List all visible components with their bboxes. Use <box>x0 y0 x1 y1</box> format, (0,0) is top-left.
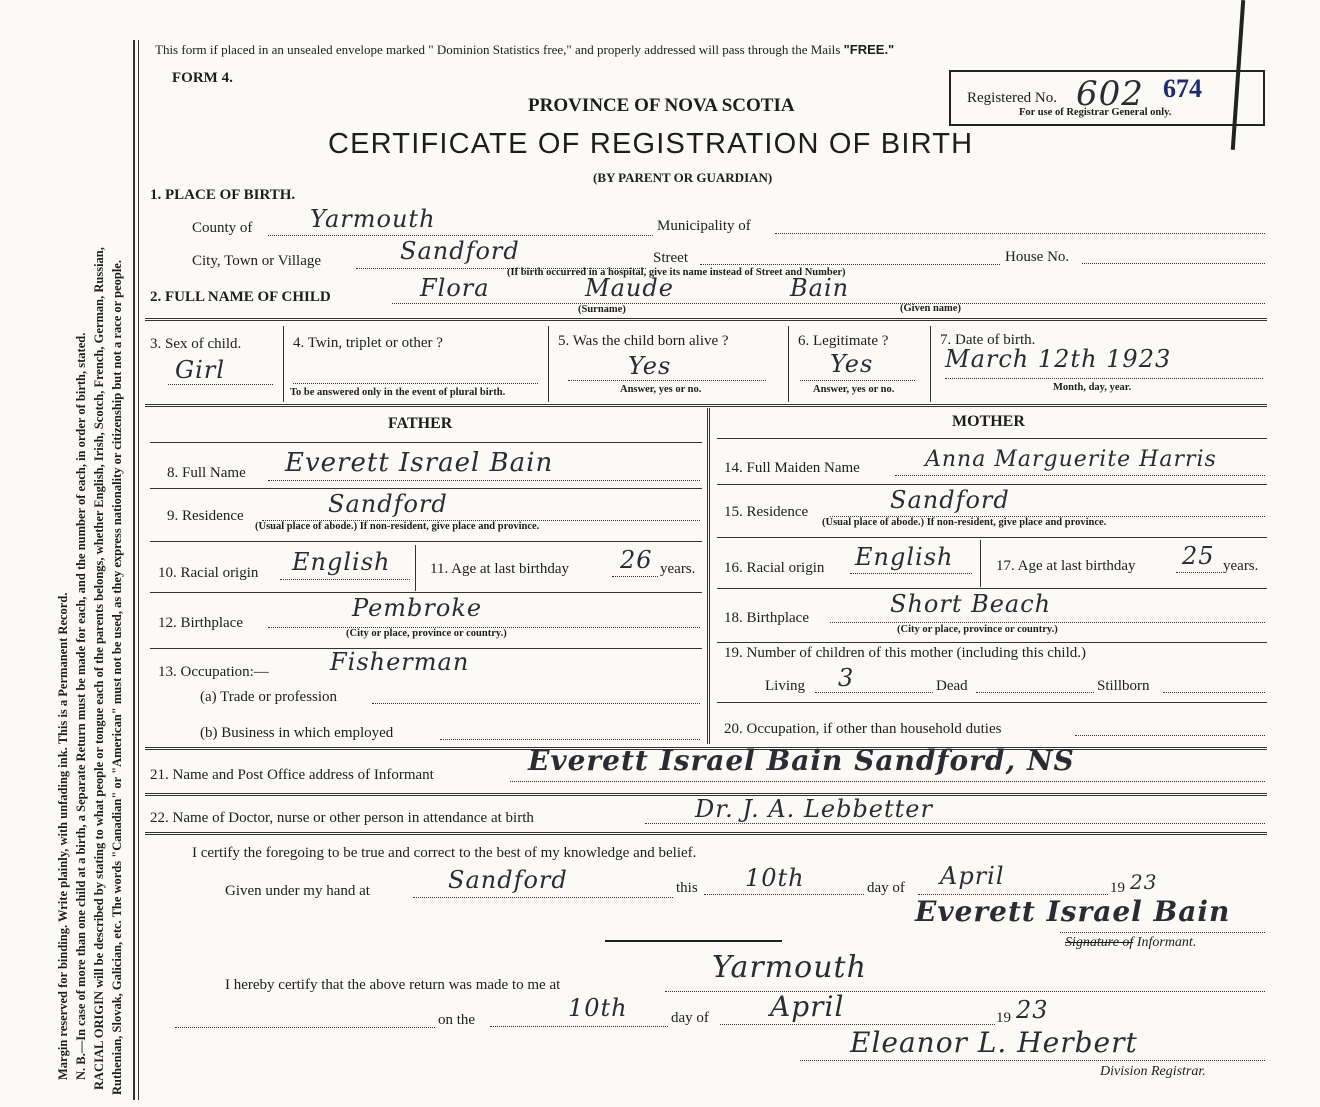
street-line <box>700 264 1000 265</box>
registrar-month: April <box>770 990 845 1023</box>
doctor-value: Dr. J. A. Lebbetter <box>695 795 933 823</box>
father-rule-0 <box>150 442 702 443</box>
county-label: County of <box>192 220 253 236</box>
twin-line <box>293 383 538 384</box>
vrule-a <box>283 326 284 402</box>
mother-bp: Short Beach <box>890 590 1052 618</box>
father-res-note: (Usual place of abode.) If non-resident, give place and province. <box>255 521 540 532</box>
municipality-label: Municipality of <box>657 218 751 234</box>
margin-note-2: N. B.—In case of more than one child at a birth, a Separate Return must be made for each, and the number of each, in order of birth, stated. <box>74 332 88 1080</box>
page-subtitle: (BY PARENT OR GUARDIAN) <box>593 170 773 185</box>
house-label: House No. <box>1005 249 1070 265</box>
father-business-line <box>440 739 700 740</box>
page-title: CERTIFICATE OF REGISTRATION OF BIRTH <box>328 128 974 160</box>
sex-value: Girl <box>175 356 225 384</box>
father-bp: Pembroke <box>352 594 483 622</box>
dob-note: Month, day, year. <box>1053 382 1132 393</box>
sex-label: 3. Sex of child. <box>150 336 242 352</box>
registrar-year: 23 <box>1016 996 1049 1024</box>
signature-line <box>1060 932 1265 933</box>
father-name: Everett Israel Bain <box>285 448 554 478</box>
rule-5 <box>145 832 1267 835</box>
informant-line <box>510 781 1265 782</box>
father-trade-label: (a) Trade or profession <box>200 689 338 705</box>
registrar-day-line <box>490 1026 668 1027</box>
sex-line <box>168 384 273 385</box>
mother-still-label: Stillborn <box>1097 678 1150 694</box>
registrar-day: 10th <box>568 994 628 1022</box>
municipality-line <box>775 233 1265 234</box>
mail-notice <box>155 42 894 58</box>
father-years: years. <box>660 561 696 577</box>
father-res: Sandford <box>328 490 448 518</box>
this-label: this <box>676 880 698 896</box>
child-given: Bain <box>790 274 850 302</box>
year-prefix: 19 <box>1110 880 1125 896</box>
street-note: (If birth occurred in a hospital, give its name instead of Street and Number) <box>507 267 846 278</box>
city-value: Sandford <box>400 237 520 265</box>
father-occ-label: 13. Occupation:— <box>158 664 269 680</box>
alive-note: Answer, yes or no. <box>620 384 702 395</box>
mother-bp-line <box>830 622 1265 623</box>
given-day-line <box>704 894 864 895</box>
mail-notice-text: This form if placed in an unsealed envelope marked " Dominion Statistics free," and properly addressed will pass through the Mails <box>155 42 841 57</box>
child-name-label: 2. FULL NAME OF CHILD <box>150 289 331 305</box>
mother-name: Anna Marguerite Harris <box>925 447 1217 472</box>
county-line <box>268 235 653 236</box>
father-race-label: 10. Racial origin <box>158 565 259 581</box>
mother-race-label: 16. Racial origin <box>724 560 825 576</box>
city-label: City, Town or Village <box>192 253 322 269</box>
registrar-year-prefix: 19 <box>996 1010 1011 1026</box>
mail-free-text: "FREE." <box>843 42 895 57</box>
mother-name-label: 14. Full Maiden Name <box>724 460 860 476</box>
mother-children-label: 19. Number of children of this mother (including this child.) <box>724 645 1087 661</box>
father-age-line <box>612 576 658 577</box>
child-middle: Maude <box>585 274 674 302</box>
mother-rule-5 <box>717 702 1267 703</box>
twin-note: To be answered only in the event of plural birth. <box>290 387 506 398</box>
registrar-day-of: day of <box>671 1010 709 1026</box>
father-age: 26 <box>620 546 653 574</box>
mother-still-line <box>1163 692 1265 693</box>
dob-label: 7. Date of birth. <box>940 332 1036 348</box>
given-label: Given under my hand at <box>225 883 370 899</box>
certify-line: I certify the foregoing to be true and correct to the best of my knowledge and belief. <box>192 845 697 861</box>
child-surname: Flora <box>420 274 490 302</box>
mother-dead-label: Dead <box>936 678 968 694</box>
father-name-line <box>268 480 700 481</box>
registrar-place-line <box>665 991 1265 992</box>
mother-living-line <box>815 692 933 693</box>
registrar-place: Yarmouth <box>712 950 867 985</box>
father-race-line <box>280 579 410 580</box>
rule-1 <box>145 318 1267 321</box>
given-month: April <box>940 862 1005 890</box>
mother-rule-1 <box>717 484 1267 485</box>
given-note: (Given name) <box>900 303 961 314</box>
father-race: English <box>292 548 391 576</box>
given-place-line <box>413 897 673 898</box>
mother-years: years. <box>1223 558 1259 574</box>
registrar-sig-line <box>800 1060 1265 1061</box>
father-occ: Fisherman <box>330 648 470 676</box>
registered-label: Registered No. <box>967 90 1057 106</box>
street-label: Street <box>653 250 688 266</box>
vrule-c <box>788 326 789 402</box>
mother-race: English <box>855 543 954 571</box>
province-heading: PROVINCE OF NOVA SCOTIA <box>528 95 795 116</box>
father-heading: FATHER <box>388 415 453 432</box>
separator <box>605 940 782 942</box>
legit-note: Answer, yes or no. <box>813 384 895 395</box>
registered-stamp: 674 <box>1163 74 1202 103</box>
vrule-d <box>930 326 931 402</box>
mother-race-divider <box>980 540 981 587</box>
father-name-label: 8. Full Name <box>167 465 246 481</box>
informant-signature: Everett Israel Bain <box>915 895 1231 928</box>
margin-note-4: Ruthenian, Slovak, Galician, etc. The words "Canadian" or "American" must not be used, as they express nationality or citizenship but not a race or people. <box>110 260 124 1095</box>
mother-rule-2 <box>717 537 1267 538</box>
father-race-divider <box>415 545 416 591</box>
mother-age-line <box>1176 572 1222 573</box>
rule-2 <box>145 404 1267 407</box>
twin-label: 4. Twin, triplet or other ? <box>293 335 443 351</box>
father-age-label: 11. Age at last birthday <box>430 561 569 577</box>
dob-line <box>945 378 1263 379</box>
mother-living-label: Living <box>765 678 805 694</box>
given-place: Sandford <box>448 866 568 894</box>
registrar-line: I hereby certify that the above return was made to me at <box>225 977 561 993</box>
mother-age-label: 17. Age at last birthday <box>996 558 1136 574</box>
registered-handwritten: 602 <box>1076 74 1144 114</box>
binding-rule-inner <box>138 40 139 1100</box>
doctor-label: 22. Name of Doctor, nurse or other person in attendance at birth <box>150 810 534 826</box>
signature-caption <box>1065 935 1196 951</box>
registrar-title: Division Registrar. <box>1100 1064 1206 1079</box>
form-number: FORM 4. <box>172 70 233 86</box>
father-rule-2 <box>150 541 702 542</box>
given-day: 10th <box>745 864 805 892</box>
alive-line <box>568 380 766 381</box>
alive-label: 5. Was the child born alive ? <box>558 333 729 349</box>
legit-value: Yes <box>830 350 874 378</box>
informant-label: 21. Name and Post Office address of Informant <box>150 767 434 783</box>
legit-label: 6. Legitimate ? <box>798 333 889 349</box>
registration-box <box>949 70 1265 126</box>
signature-caption-informant: Informant. <box>1136 935 1197 950</box>
mother-name-line <box>895 475 1265 476</box>
mother-heading: MOTHER <box>952 413 1025 430</box>
mother-occ-label: 20. Occupation, if other than household duties <box>724 721 1002 737</box>
alive-value: Yes <box>628 352 672 380</box>
registrar-note: For use of Registrar General only. <box>1019 107 1172 118</box>
mother-res-label: 15. Residence <box>724 504 809 520</box>
legit-line <box>800 380 915 381</box>
county-value: Yarmouth <box>310 205 436 233</box>
registrar-month-line <box>720 1024 995 1025</box>
mother-res-note: (Usual place of abode.) If non-resident, give place and province. <box>822 517 1107 528</box>
mother-res: Sandford <box>890 486 1010 514</box>
mother-dead-line <box>976 692 1094 693</box>
place-heading: 1. PLACE OF BIRTH. <box>150 187 296 203</box>
vrule-b <box>548 326 549 402</box>
mother-rule-3 <box>717 588 1267 589</box>
mother-bp-label: 18. Birthplace <box>724 610 809 626</box>
given-year: 23 <box>1130 870 1158 894</box>
registrar-signature: Eleanor L. Herbert <box>850 1026 1138 1059</box>
informant-value: Everett Israel Bain Sandford, NS <box>528 744 1075 777</box>
margin-note-1: Margin reserved for binding. Write plainly, with unfading ink. This is a Permanent Record. <box>56 592 70 1080</box>
parents-divider <box>707 408 710 744</box>
mother-bp-note: (City or place, province or country.) <box>897 624 1058 635</box>
child-name-line <box>392 303 1265 304</box>
father-rule-1 <box>150 488 702 489</box>
binding-rule <box>133 40 135 1100</box>
mother-rule-4 <box>717 642 1267 643</box>
father-rule-3 <box>150 592 702 593</box>
mother-race-line <box>850 573 972 574</box>
father-res-label: 9. Residence <box>167 508 244 524</box>
surname-note: (Surname) <box>578 304 626 315</box>
on-the-label: on the <box>438 1012 476 1028</box>
father-bp-label: 12. Birthplace <box>158 615 243 631</box>
father-bp-note: (City or place, province or country.) <box>346 628 507 639</box>
day-of-label: day of <box>867 880 905 896</box>
father-trade-line <box>372 703 700 704</box>
dob-value: March 12th 1923 <box>945 345 1172 373</box>
mother-living: 3 <box>838 664 855 692</box>
registrar-prefix-line <box>175 1027 435 1028</box>
signature-caption-struck: Signature of <box>1065 935 1134 950</box>
margin-note-3: RACIAL ORIGIN will be described by stating to what people or tongue each of the parents belongs, whether English, Irish, Scotch, French, German, Russian, <box>92 247 106 1090</box>
doctor-line <box>645 823 1265 824</box>
mother-age: 25 <box>1182 542 1215 570</box>
mother-rule-0 <box>717 438 1267 439</box>
mother-occ-line <box>1075 735 1265 736</box>
father-business-label: (b) Business in which employed <box>200 725 394 741</box>
house-line <box>1082 263 1265 264</box>
